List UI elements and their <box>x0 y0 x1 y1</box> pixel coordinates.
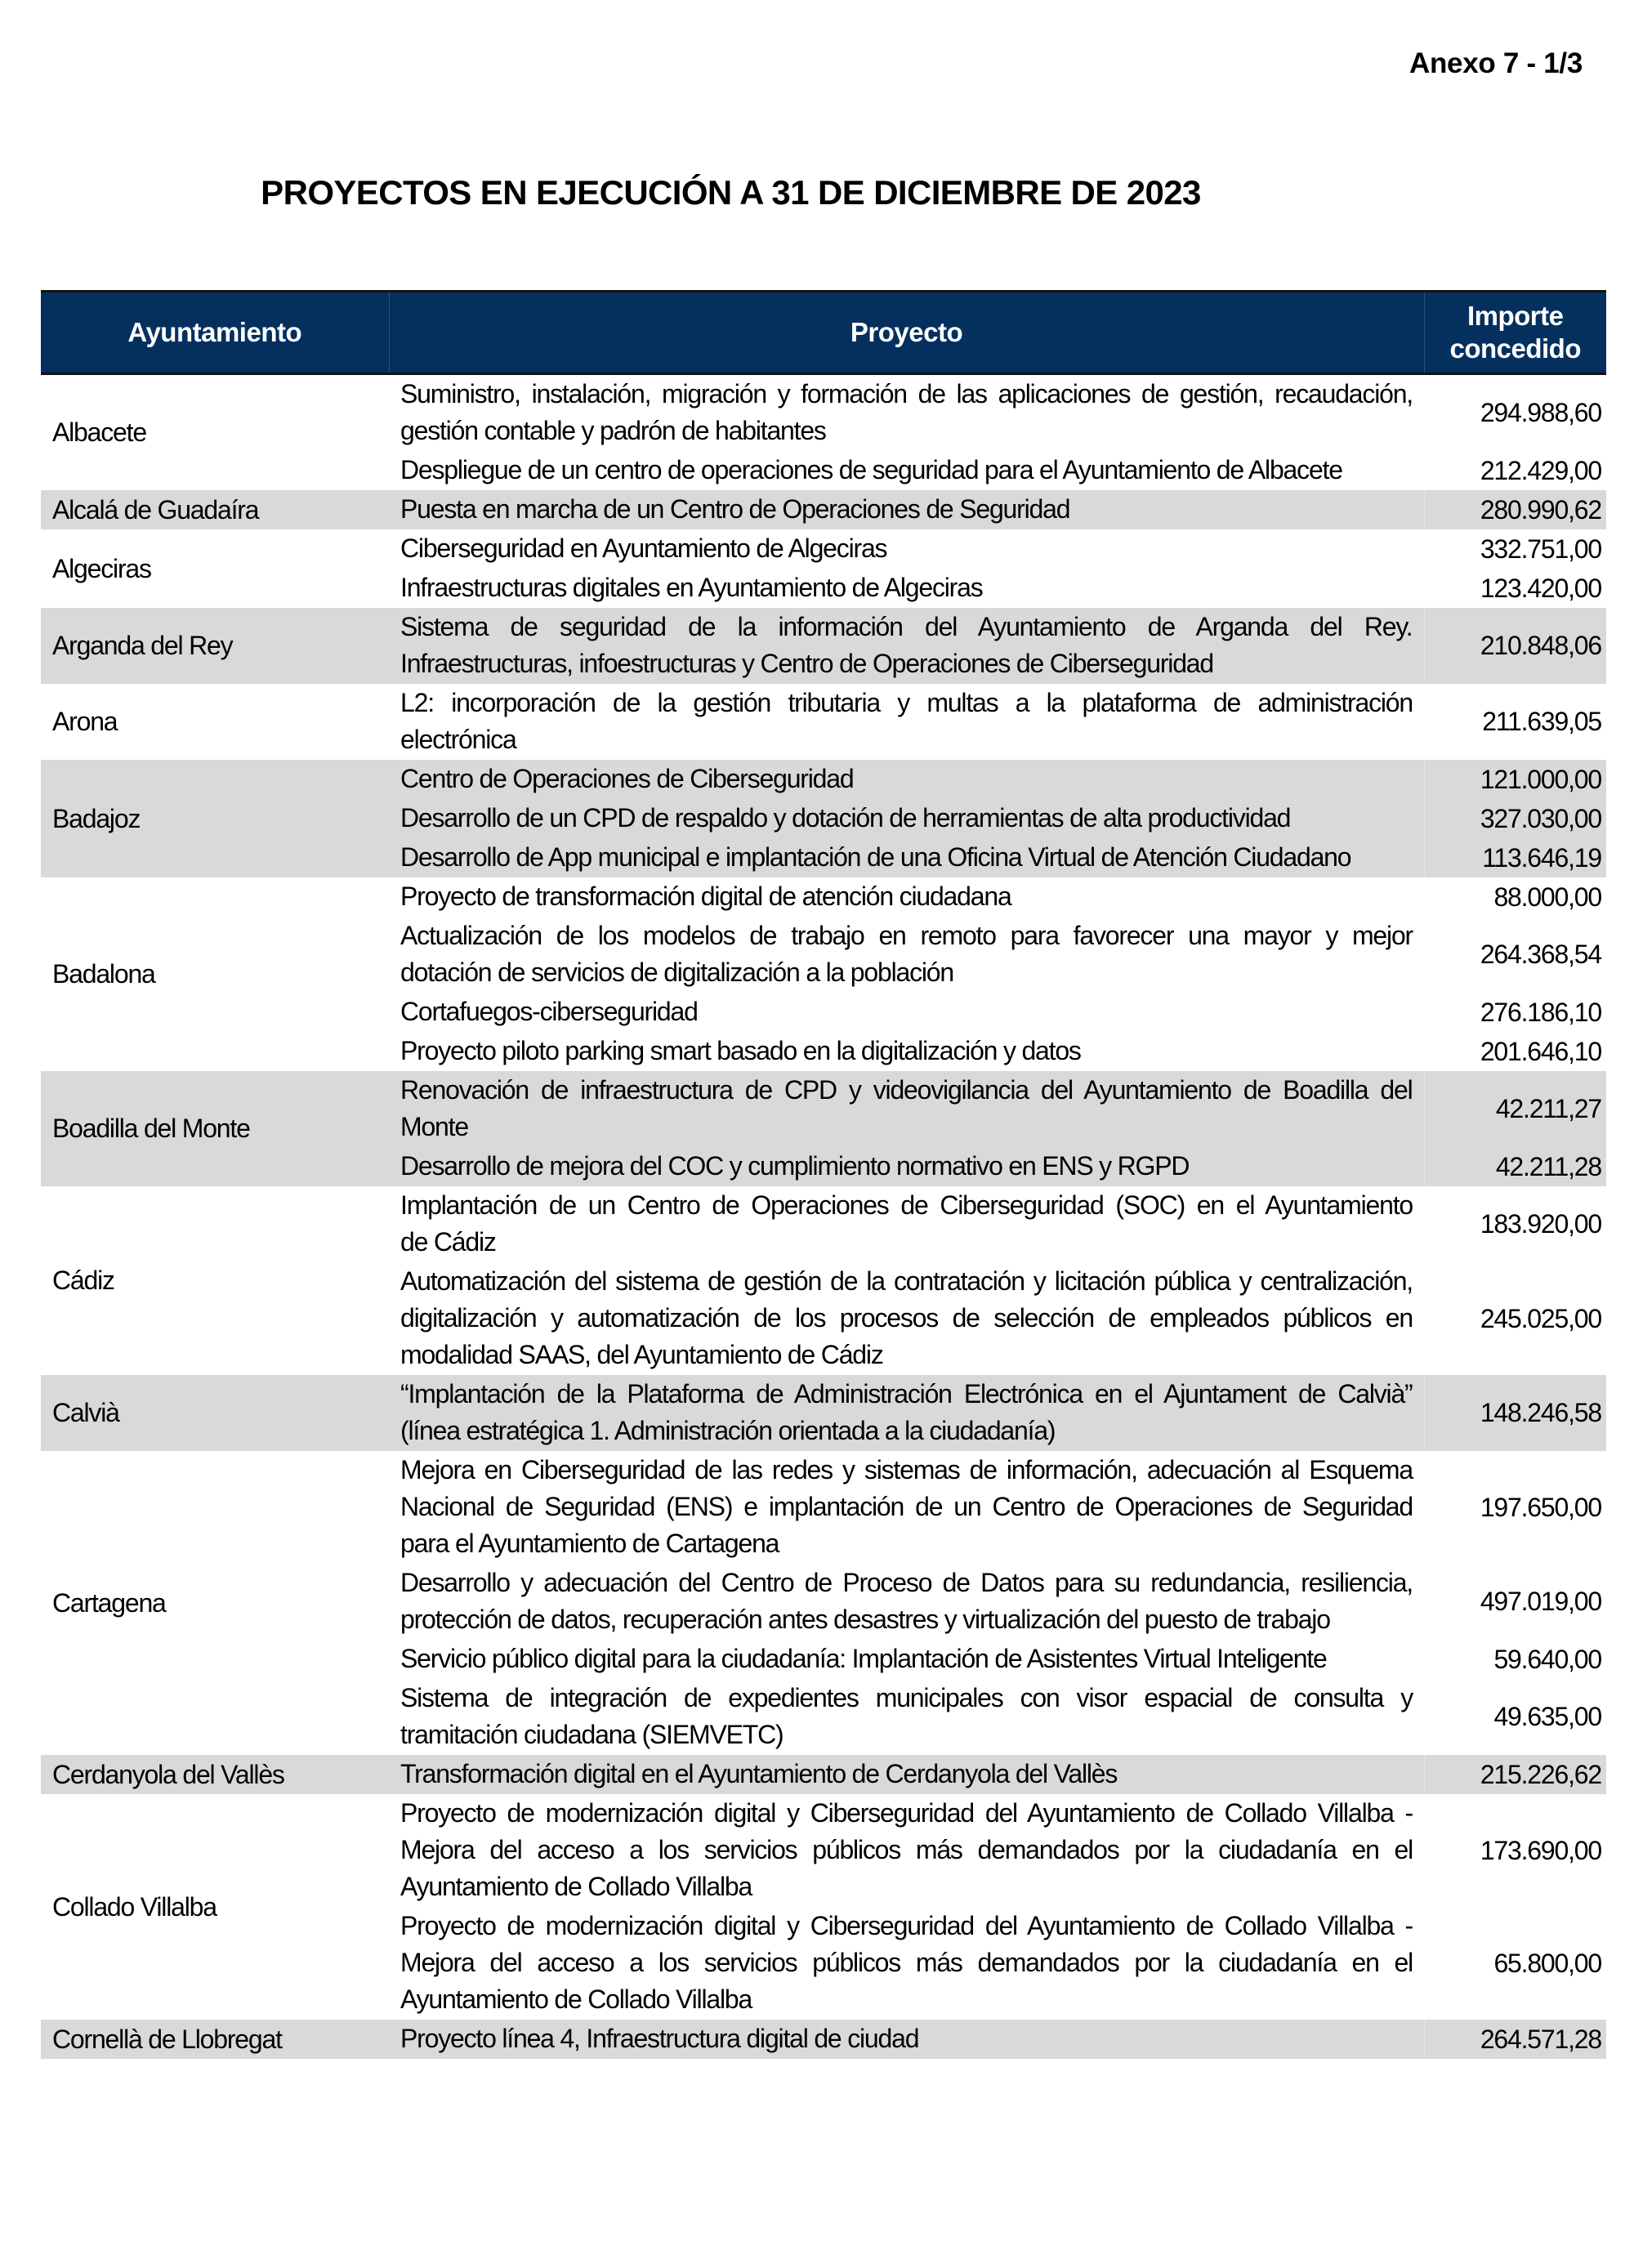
ayuntamiento-cell: Albacete <box>52 417 146 447</box>
proyecto-line: Sistema de integración de expedientes municipales con visor espacial de consulta y <box>400 1683 1413 1712</box>
proyecto-line: Nacional de Seguridad (ENS) e implantación de un Centro de Operaciones de Seguridad <box>400 1492 1413 1521</box>
ayuntamiento-cell: Badalona <box>52 959 155 989</box>
ayuntamiento-cell: Cartagena <box>52 1587 166 1618</box>
proyecto-line: Monte <box>400 1112 468 1141</box>
importe-cell: 264.368,54 <box>1480 940 1601 969</box>
ayuntamiento-cell: Badajoz <box>41 760 389 877</box>
proyecto-line: (línea estratégica 1. Administración orientada a la ciudadanía) <box>400 1416 1056 1445</box>
importe-cell: 264.571,28 <box>1424 2020 1606 2059</box>
proyecto-line: Desarrollo de un CPD de respaldo y dotación de herramientas de alta productividad <box>400 803 1291 833</box>
ayuntamiento-cell: Boadilla del Monte <box>41 1071 389 1186</box>
proyecto-cell <box>389 1794 1424 1907</box>
proyecto-line: “Implantación de la Plataforma de Administración Electrónica en el Ajuntament de Calvià” <box>400 1379 1413 1409</box>
proyecto-line: para el Ayuntamiento de Cartagena <box>400 1529 779 1558</box>
proyecto-cell <box>389 1640 1424 1679</box>
ayuntamiento-cell: Cornellà de Llobregat <box>41 2020 389 2059</box>
proyecto-line: Ciberseguridad en Ayuntamiento de Algeciras <box>400 534 887 563</box>
table-row <box>41 684 1606 760</box>
proyecto-line: Automatización del sistema de gestión de la contratación y licitación pública y centralización, <box>400 1266 1413 1296</box>
proyecto-line: electrónica <box>400 725 516 754</box>
proyecto-cell <box>389 760 1424 799</box>
header-importe-line1: Importe <box>1467 301 1564 331</box>
proyecto-line: Desarrollo de mejora del COC y cumplimiento normativo en ENS y RGPD <box>400 1151 1190 1181</box>
proyecto-line: digitalización y automatización de los procesos de selección de empleados públicos en <box>400 1303 1413 1333</box>
proyecto-cell <box>389 529 1424 569</box>
importe-cell: 42.211,28 <box>1424 1147 1606 1186</box>
page-title: PROYECTOS EN EJECUCIÓN A 31 DE DICIEMBRE DE 2023 <box>261 173 1201 212</box>
table-row <box>41 1755 1606 1794</box>
proyecto-line: gestión contable y padrón de habitantes <box>400 416 826 445</box>
proyecto-line: Transformación digital en el Ayuntamiento de Cerdanyola del Vallès <box>400 1759 1118 1788</box>
header-proyecto: Proyecto <box>389 292 1424 374</box>
proyecto-line: Proyecto de modernización digital y Ciberseguridad del Ayuntamiento de Collado Villalba - <box>400 1911 1413 1940</box>
proyecto-line: Desarrollo y adecuación del Centro de Proceso de Datos para su redundancia, resiliencia, <box>400 1568 1413 1597</box>
importe-cell: 123.420,00 <box>1480 573 1601 603</box>
proyecto-cell <box>389 1186 1424 1262</box>
proyecto-line: tramitación ciudadana (SIEMVETC) <box>400 1720 783 1749</box>
table-row <box>41 760 1606 799</box>
header-importe <box>1424 292 1606 374</box>
importe-cell: 294.988,60 <box>1480 398 1601 427</box>
importe-cell: 332.751,00 <box>1480 534 1601 564</box>
proyecto-line: Proyecto de transformación digital de atención ciudadana <box>400 882 1011 911</box>
proyecto-line: Centro de Operaciones de Ciberseguridad <box>400 764 854 793</box>
table-row <box>41 1375 1606 1451</box>
importe-cell: 113.646,19 <box>1424 838 1606 877</box>
importe-cell: 65.800,00 <box>1493 1948 1601 1978</box>
proyecto-line: Proyecto línea 4, Infraestructura digital de ciudad <box>400 2024 919 2053</box>
proyecto-line: Desarrollo de App municipal e implantación de una Oficina Virtual de Atención Ciudadano <box>400 842 1351 872</box>
importe-cell: 212.429,00 <box>1480 455 1601 485</box>
proyecto-cell <box>389 1032 1424 1071</box>
proyecto-cell <box>389 608 1424 684</box>
ayuntamiento-cell: Arganda del Rey <box>41 608 389 684</box>
ayuntamiento-cell: Alcalá de Guadaíra <box>41 490 389 529</box>
table-row <box>41 1071 1606 1147</box>
proyecto-cell <box>389 1451 1424 1564</box>
proyecto-cell <box>389 993 1424 1032</box>
proyecto-line: Renovación de infraestructura de CPD y videovigilancia del Ayuntamiento de Boadilla del <box>400 1075 1413 1105</box>
proyecto-line: Mejora del acceso a los servicios públicos más demandados por la ciudadanía en el <box>400 1948 1413 1977</box>
proyecto-cell <box>389 1679 1424 1755</box>
table-body <box>41 374 1606 2060</box>
table-row <box>41 608 1606 684</box>
annex-label: Anexo 7 - 1/3 <box>1408 47 1583 79</box>
importe-cell: 197.650,00 <box>1480 1492 1601 1522</box>
ayuntamiento-cell: Arona <box>52 707 118 736</box>
proyecto-cell <box>389 684 1424 760</box>
proyecto-line: Mejora en Ciberseguridad de las redes y sistemas de información, adecuación al Esquema <box>400 1455 1413 1484</box>
table-row <box>41 529 1606 569</box>
proyecto-cell <box>389 569 1424 608</box>
ayuntamiento-cell: Cerdanyola del Vallès <box>41 1755 389 1794</box>
proyecto-cell <box>389 2020 1424 2059</box>
importe-cell: 173.690,00 <box>1480 1835 1601 1865</box>
proyecto-line: dotación de servicios de digitalización a la población <box>400 958 953 987</box>
proyecto-line: protección de datos, recuperación antes desastres y virtualización del puesto de trabajo <box>400 1605 1330 1634</box>
proyecto-cell <box>389 838 1424 877</box>
importe-cell: 183.920,00 <box>1480 1209 1601 1239</box>
proyecto-line: Proyecto piloto parking smart basado en la digitalización y datos <box>400 1036 1081 1065</box>
proyecto-line: Cortafuegos-ciberseguridad <box>400 997 698 1026</box>
table-row <box>41 1451 1606 1564</box>
proyecto-line: Ayuntamiento de Collado Villalba <box>400 1872 752 1901</box>
importe-cell: 210.848,06 <box>1424 608 1606 684</box>
proyecto-line: Suministro, instalación, migración y formación de las aplicaciones de gestión, recaudación, <box>400 379 1413 409</box>
proyecto-line: Puesta en marcha de un Centro de Operaciones de Seguridad <box>400 494 1070 524</box>
proyecto-cell <box>389 1375 1424 1451</box>
proyecto-line: Sistema de seguridad de la información del Ayuntamiento de Arganda del Rey. <box>400 612 1413 641</box>
importe-cell: 201.646,10 <box>1480 1036 1601 1066</box>
ayuntamiento-cell: Cádiz <box>52 1266 114 1295</box>
table-row <box>41 1186 1606 1262</box>
proyecto-cell <box>389 1071 1424 1147</box>
importe-cell: 148.246,58 <box>1424 1375 1606 1451</box>
table-row <box>41 374 1606 452</box>
proyecto-cell <box>389 374 1424 452</box>
ayuntamiento-cell: Collado Villalba <box>52 1891 217 1922</box>
proyecto-line: Infraestructuras digitales en Ayuntamiento de Algeciras <box>400 573 983 602</box>
projects-table <box>41 290 1606 2059</box>
proyecto-line: Mejora del acceso a los servicios públicos más demandados por la ciudadanía en el <box>400 1835 1413 1864</box>
importe-cell: 327.030,00 <box>1424 799 1606 838</box>
importe-cell: 497.019,00 <box>1480 1587 1601 1616</box>
ayuntamiento-cell: Calvià <box>41 1375 389 1451</box>
proyecto-line: Despliegue de un centro de operaciones de seguridad para el Ayuntamiento de Albacete <box>400 455 1342 484</box>
importe-cell: 245.025,00 <box>1480 1303 1601 1333</box>
ayuntamiento-cell: Algeciras <box>52 553 151 583</box>
importe-cell: 42.211,27 <box>1424 1071 1606 1147</box>
proyecto-line: Ayuntamiento de Collado Villalba <box>400 1984 752 2014</box>
proyecto-cell <box>389 1755 1424 1794</box>
proyecto-line: Infraestructuras, infoestructuras y Centro de Operaciones de Ciberseguridad <box>400 649 1214 678</box>
importe-cell: 211.639,05 <box>1482 707 1601 736</box>
importe-cell: 215.226,62 <box>1424 1755 1606 1794</box>
importe-cell: 276.186,10 <box>1480 997 1601 1027</box>
proyecto-line: modalidad SAAS, del Ayuntamiento de Cádiz <box>400 1340 883 1369</box>
importe-cell: 121.000,00 <box>1424 760 1606 799</box>
proyecto-cell <box>389 1147 1424 1186</box>
proyecto-line: Implantación de un Centro de Operaciones de Ciberseguridad (SOC) en el Ayuntamiento <box>400 1190 1413 1220</box>
proyecto-cell <box>389 917 1424 993</box>
proyecto-line: Servicio público digital para la ciudadanía: Implantación de Asistentes Virtual Inteligente <box>400 1644 1327 1673</box>
proyecto-cell <box>389 799 1424 838</box>
table-header <box>41 292 1606 374</box>
table-row <box>41 1794 1606 1907</box>
proyecto-cell <box>389 490 1424 529</box>
proyecto-cell <box>389 877 1424 917</box>
header-ayuntamiento: Ayuntamiento <box>41 292 389 374</box>
table-row <box>41 877 1606 917</box>
importe-cell: 280.990,62 <box>1424 490 1606 529</box>
importe-cell: 49.635,00 <box>1493 1702 1601 1731</box>
proyecto-line: Proyecto de modernización digital y Ciberseguridad del Ayuntamiento de Collado Villalba - <box>400 1798 1413 1828</box>
proyecto-line: L2: incorporación de la gestión tributaria y multas a la plataforma de administración <box>400 688 1413 717</box>
proyecto-cell <box>389 1907 1424 2020</box>
importe-cell: 59.640,00 <box>1493 1644 1601 1674</box>
table-row <box>41 490 1606 529</box>
proyecto-cell <box>389 1262 1424 1375</box>
proyecto-line: Actualización de los modelos de trabajo en remoto para favorecer una mayor y mejor <box>400 921 1413 950</box>
importe-cell: 88.000,00 <box>1493 882 1601 912</box>
proyecto-cell <box>389 1564 1424 1640</box>
header-importe-line2: concedido <box>1449 333 1582 364</box>
proyecto-line: de Cádiz <box>400 1227 496 1257</box>
proyecto-cell <box>389 451 1424 490</box>
table-row <box>41 2020 1606 2059</box>
